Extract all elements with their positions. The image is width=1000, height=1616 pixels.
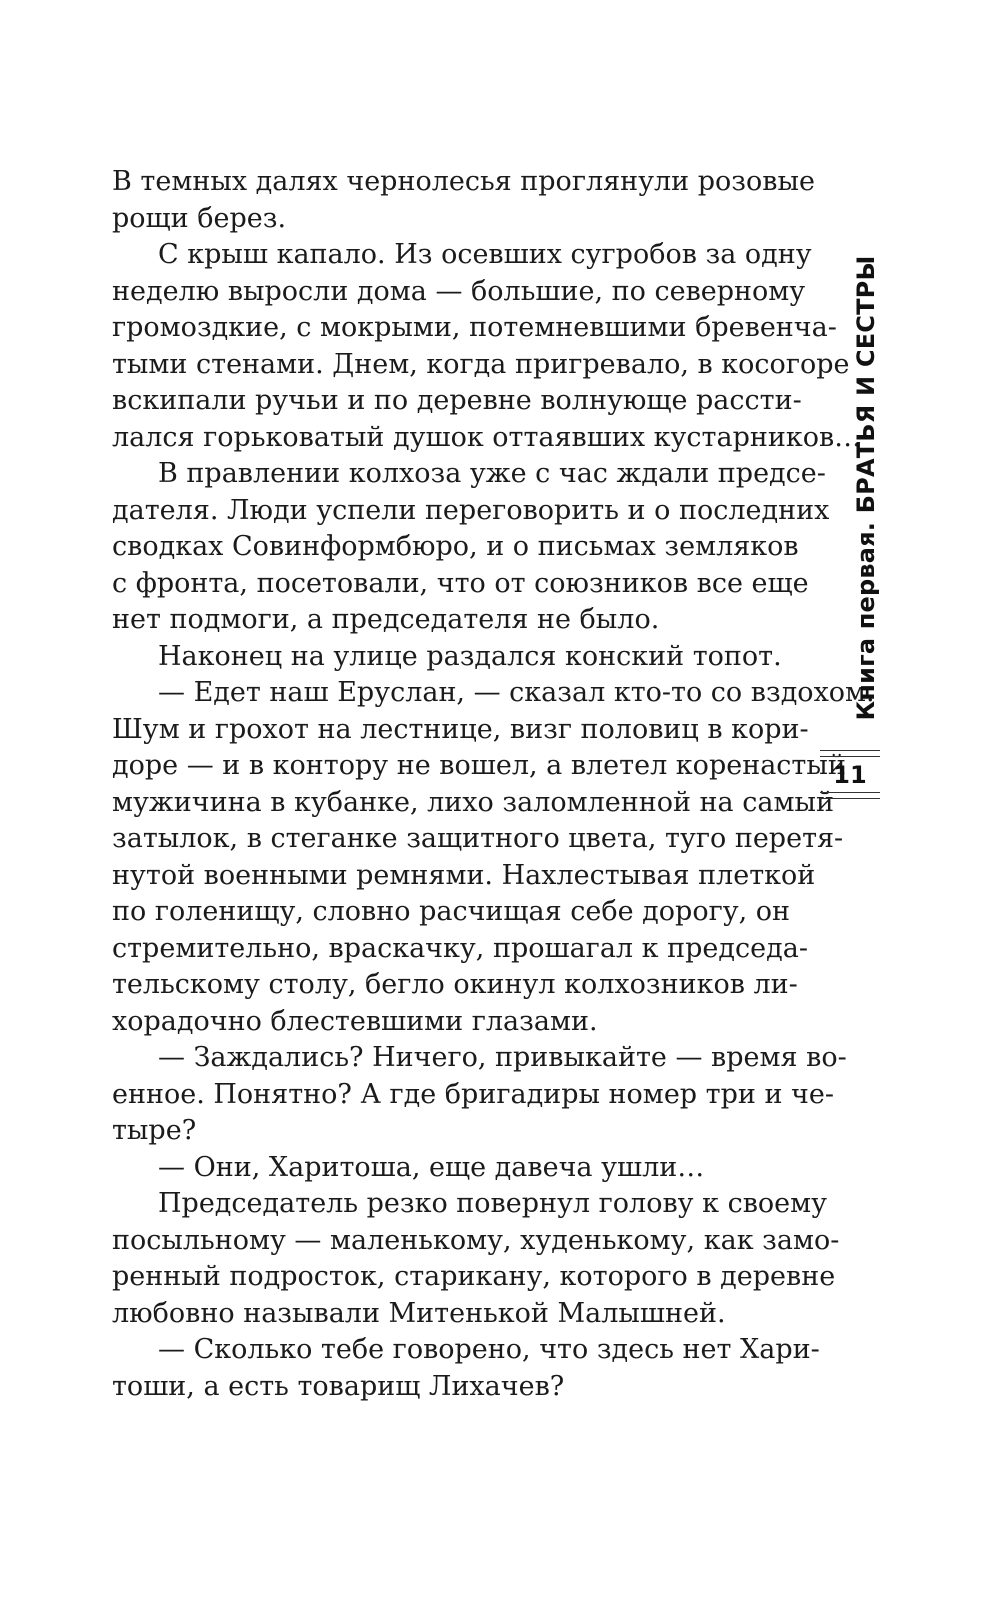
text-line: доре — и в контору не вошел, а влетел коренастый (112, 750, 846, 781)
text-line: нет подмоги, а председателя не было. (112, 604, 660, 635)
text-line: рощи берез. (112, 202, 287, 234)
folio-rule (820, 750, 880, 751)
folio-rule (820, 756, 880, 757)
text-line: Шум и грохот на лестнице, визг половиц в кори- (112, 713, 809, 745)
text-line: неделю выросли дома — большие, по северному (112, 275, 806, 307)
text-line: — Сколько тебе говорено, что здесь нет Хари- (158, 1334, 820, 1365)
running-head (840, 255, 892, 721)
page-number: 11 (833, 761, 867, 789)
folio-rule (820, 792, 880, 793)
text-line: тельскому столу, бегло окинул колхозников ли- (112, 969, 798, 1000)
running-head-text: Книга первая. БРАТЬЯ И СЕСТРЫ (852, 255, 880, 721)
text-line: дателя. Люди успели переговорить и о последних (112, 494, 830, 526)
text-line: — Едет наш Еруслан, — сказал кто-то со вздохом. (158, 677, 875, 708)
text-line: вскипали ручьи и по деревне волнующе рассти- (112, 385, 802, 416)
text-line: Наконец на улице раздался конский топот. (158, 640, 782, 672)
text-line: — Заждались? Ничего, привыкайте — время во- (158, 1042, 847, 1073)
text-line: лался горьковатый душок оттаявших кустарников… (112, 421, 862, 453)
text-line: нутой военными ремнями. Нахлестывая плеткой (112, 859, 816, 891)
text-line: по голенищу, словно расчищая себе дорогу, он (112, 896, 791, 927)
text-line: с фронта, посетовали, что от союзников все еще (112, 567, 809, 599)
text-line: сводках Совинформбюро, и о письмах земляков (112, 531, 799, 562)
text-line: громоздкие, с мокрыми, потемневшими бревенча- (112, 312, 837, 343)
text-line: тоши, а есть товарищ Лихачев? (112, 1370, 565, 1402)
text-line: С крыш капало. Из осевших сугробов за одну (158, 239, 812, 270)
text-line: Председатель резко повернул голову к своему (158, 1188, 828, 1219)
text-line: тыре? (112, 1115, 197, 1146)
text-line: затылок, в стеганке защитного цвета, туго перетя- (112, 823, 844, 854)
text-line: тыми стенами. Днем, когда пригревало, в косогоре (112, 348, 850, 380)
text-line: стремительно, враскачку, прошагал к председа- (112, 932, 808, 964)
page-number-block (820, 748, 880, 800)
text-line: ренный подросток, старикану, которого в деревне (112, 1261, 836, 1292)
text-line: посыльному — маленькому, худенькому, как замо- (112, 1224, 840, 1256)
text-line: В правлении колхоза уже с час ждали предсе- (158, 458, 826, 489)
text-line: любовно называли Митенькой Малышней. (112, 1297, 726, 1329)
text-line: мужичина в кубанке, лихо заломленной на самый (112, 786, 834, 818)
text-line: В темных далях чернолесья проглянули розовые (112, 166, 815, 197)
text-line: енное. Понятно? А где бригадиры номер три и че- (112, 1078, 834, 1110)
text-line: — Они, Харитоша, еще давеча ушли… (158, 1151, 705, 1183)
folio-rule (820, 798, 880, 799)
text-line: хорадочно блестевшими глазами. (112, 1005, 598, 1037)
